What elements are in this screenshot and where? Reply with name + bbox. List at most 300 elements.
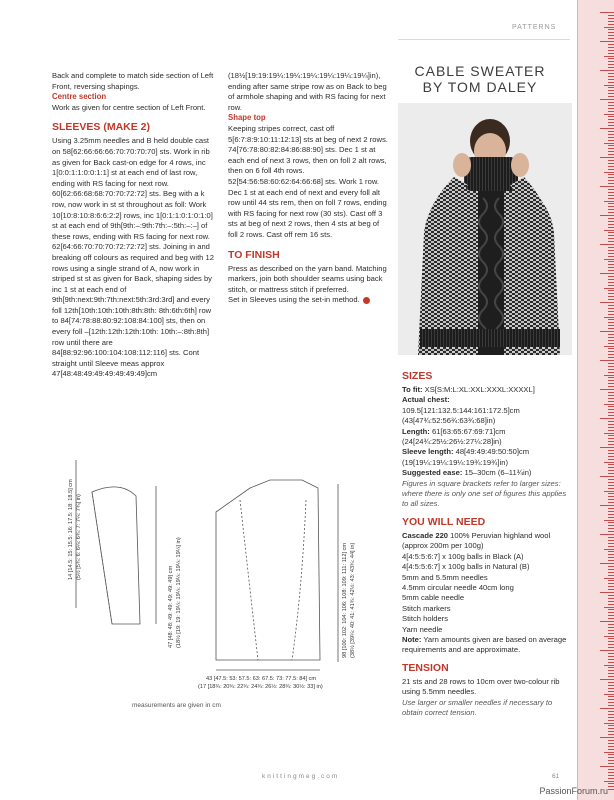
sleeve-length-label-in: (18½ [19: 19: 19¼: 19¼: 19¼: 19¼: 19¼] in)	[176, 537, 182, 648]
ruler-tick	[608, 334, 614, 335]
intro-text: Back and complete to match side section of Left Front, reversing shapings.	[52, 71, 214, 91]
centre-section-text: Work as given for centre section of Left Front.	[52, 102, 206, 112]
ruler-tick	[608, 641, 614, 642]
ruler-tick	[608, 134, 614, 135]
ruler-tick	[608, 140, 614, 141]
ruler-tick	[608, 783, 614, 784]
ruler-tick	[608, 264, 614, 265]
ruler-tick	[608, 740, 614, 741]
sleeve-length-line: Sleeve length: 48[49:49:49:50:50]cm (19[19¼:19¼:19¼:19¾:19¾]in)	[402, 447, 530, 467]
ruler-tick	[608, 305, 614, 306]
ruler-tick	[608, 93, 614, 94]
sleeve-length-label: 47 [48: 48: 49: 49: 49: 49: 49] cm	[168, 565, 174, 648]
schematic-diagram	[40, 440, 390, 730]
ruler-tick	[600, 563, 614, 564]
ruler-tick	[608, 540, 614, 541]
ruler-tick	[608, 633, 614, 634]
ruler-tick	[608, 183, 614, 184]
ruler-tick	[608, 653, 614, 654]
ruler-tick	[608, 221, 614, 222]
ruler-tick	[608, 325, 614, 326]
ruler-tick	[608, 218, 614, 219]
ruler-tick	[608, 241, 614, 242]
need-item: Stitch markers	[402, 603, 451, 613]
you-will-need-heading: YOU WILL NEED	[402, 515, 486, 528]
ruler-tick	[608, 285, 614, 286]
ruler-tick	[600, 766, 614, 767]
ruler-tick	[608, 177, 614, 178]
ruler-tick	[608, 656, 614, 657]
ruler-tick	[608, 572, 614, 573]
ruler-tick	[608, 444, 614, 445]
ruler-tick	[608, 647, 614, 648]
ruler-tick	[608, 430, 614, 431]
shape-top-text: Keeping stripes correct, cast off 5[6:7:8:9:10:11:12:13] sts at beg of next 2 rows. 74[76:78:80:82:84:86:88:90] sts. Dec 1 st at each end of next 3 rows, then on foll 2 alt rows, then on 6 foll 4th rows. 52[54:56:58:60:62:64:66:68] sts. Work 1 row. Dec 1 st at each end of next and every foll alt row until 44 sts rem, then on foll 7 rows, ending with RS facing for next row (30 sts). Cast off 3 sts at beg of next 2 rows, then 4 sts at beg of foll 2 rows. Cast off rem 16 sts.	[228, 123, 388, 239]
ruler-tick	[600, 41, 614, 42]
ruler-tick	[608, 180, 614, 181]
ruler-tick	[608, 166, 614, 167]
ruler-tick	[608, 53, 614, 54]
ruler-tick	[608, 163, 614, 164]
ruler-tick	[604, 578, 614, 579]
ruler-tick	[608, 160, 614, 161]
ruler-tick	[608, 789, 614, 790]
ruler-tick	[600, 476, 614, 477]
ruler-tick	[608, 627, 614, 628]
ruler-tick	[608, 395, 614, 396]
ruler-tick	[608, 624, 614, 625]
ruler-tick	[600, 447, 614, 448]
ruler-tick	[608, 464, 614, 465]
ruler-tick	[600, 99, 614, 100]
ruler-tick	[608, 372, 614, 373]
ruler-tick	[608, 456, 614, 457]
ruler-tick	[608, 137, 614, 138]
ruler-tick	[608, 546, 614, 547]
ruler-tick	[608, 676, 614, 677]
ruler-tick	[608, 276, 614, 277]
ruler-tick	[604, 433, 614, 434]
ruler-tick	[608, 424, 614, 425]
ruler-tick	[604, 462, 614, 463]
ruler-tick	[608, 64, 614, 65]
ruler-tick	[608, 247, 614, 248]
ruler-tick	[608, 212, 614, 213]
ruler-tick	[600, 331, 614, 332]
model-photo	[398, 103, 572, 355]
ruler-tick	[608, 488, 614, 489]
pattern-title	[404, 63, 556, 96]
ruler-tick	[608, 467, 614, 468]
ruler-tick	[608, 725, 614, 726]
ruler-tick	[608, 496, 614, 497]
ruler-tick	[608, 601, 614, 602]
ruler-tick	[608, 557, 614, 558]
ruler-tick	[608, 73, 614, 74]
ruler-tick	[604, 201, 614, 202]
ruler-tick	[608, 409, 614, 410]
ruler-tick	[608, 253, 614, 254]
ruler-tick	[604, 723, 614, 724]
ruler-tick	[608, 537, 614, 538]
ruler-tick	[608, 508, 614, 509]
ruler-tick	[608, 29, 614, 30]
ruler-tick	[608, 696, 614, 697]
ruler-tick	[608, 198, 614, 199]
need-item: 5mm and 5.5mm needles	[402, 572, 488, 582]
ruler-tick	[608, 328, 614, 329]
ruler-tick	[608, 473, 614, 474]
measuring-ruler	[577, 0, 614, 800]
ruler-tick	[608, 728, 614, 729]
ruler-tick	[608, 96, 614, 97]
ruler-tick	[608, 589, 614, 590]
ruler-tick	[608, 406, 614, 407]
ruler-tick	[608, 699, 614, 700]
body-length-label-in: (38½ [39¼: 40: 41: 41¾: 42½: 43: 43¾: 44] in)	[350, 542, 356, 658]
ruler-tick	[608, 749, 614, 750]
ruler-tick	[608, 24, 614, 25]
ruler-tick	[608, 717, 614, 718]
ruler-tick	[608, 50, 614, 51]
ruler-tick	[604, 27, 614, 28]
ruler-tick	[604, 172, 614, 173]
ruler-tick	[608, 261, 614, 262]
ruler-tick	[604, 520, 614, 521]
ruler-tick	[608, 380, 614, 381]
ruler-tick	[608, 154, 614, 155]
title-line-1: CABLE SWEATER	[414, 63, 546, 79]
ruler-tick	[608, 189, 614, 190]
ruler-tick	[608, 227, 614, 228]
ruler-tick	[608, 662, 614, 663]
ruler-tick	[604, 230, 614, 231]
ruler-tick	[608, 714, 614, 715]
ruler-tick	[600, 244, 614, 245]
ruler-tick	[608, 392, 614, 393]
ruler-tick	[604, 85, 614, 86]
ruler-tick	[608, 47, 614, 48]
ruler-tick	[608, 90, 614, 91]
ruler-tick	[608, 659, 614, 660]
ruler-tick	[600, 708, 614, 709]
ruler-tick	[608, 688, 614, 689]
ruler-tick	[600, 621, 614, 622]
ruler-tick	[608, 435, 614, 436]
ruler-tick	[608, 514, 614, 515]
ruler-tick	[608, 427, 614, 428]
sleeve-continued-text: (18½[19:19:19¼:19¼:19¼:19¼:19¼:19¼]in), ending after same stripe row as on Back to beg of armhole shaping and with RS facing for next row.	[228, 71, 387, 112]
ruler-tick	[608, 232, 614, 233]
ruler-tick	[608, 566, 614, 567]
ruler-tick	[608, 290, 614, 291]
need-note: Note: Yarn amounts given are based on average requirements and are approximate.	[402, 634, 567, 655]
ruler-tick	[608, 746, 614, 747]
ruler-tick	[608, 778, 614, 779]
tension-note: Use larger or smaller needles if necessary to obtain correct tension.	[402, 697, 553, 717]
ruler-tick	[608, 67, 614, 68]
ruler-tick	[608, 667, 614, 668]
page-number: 61	[552, 773, 560, 780]
ruler-tick	[604, 607, 614, 608]
ruler-tick	[608, 319, 614, 320]
yarn-line: Cascade 220 100% Peruvian highland wool (approx 200m per 100g)	[402, 530, 551, 551]
ruler-tick	[608, 485, 614, 486]
column-middle	[228, 71, 388, 306]
ruler-tick	[608, 125, 614, 126]
measurements-note: measurements are given in cm	[132, 702, 221, 709]
ruler-tick	[600, 157, 614, 158]
ruler-tick	[608, 580, 614, 581]
need-item: 4[4:5:5:6:7] x 100g balls in Natural (B)	[402, 562, 530, 572]
ruler-tick	[608, 702, 614, 703]
ruler-tick	[608, 398, 614, 399]
tension-heading: TENSION	[402, 661, 449, 674]
ruler-tick	[608, 293, 614, 294]
ruler-tick	[604, 781, 614, 782]
ruler-tick	[608, 438, 614, 439]
ruler-tick	[608, 116, 614, 117]
ruler-tick	[608, 343, 614, 344]
ruler-tick	[608, 517, 614, 518]
ruler-tick	[608, 528, 614, 529]
sleeve-top-label: 14 [14.5: 15: 15.5: 16: 17.5: 18: 18.5] cm	[68, 479, 74, 580]
ruler-tick	[608, 754, 614, 755]
centre-section-heading: Centre section	[52, 92, 107, 102]
ruler-tick	[608, 595, 614, 596]
ruler-tick	[608, 235, 614, 236]
column-left	[52, 71, 214, 380]
ruler-tick	[608, 296, 614, 297]
ruler-tick	[608, 551, 614, 552]
ruler-tick	[608, 609, 614, 610]
ruler-tick	[608, 682, 614, 683]
ruler-tick	[608, 282, 614, 283]
ruler-tick	[608, 369, 614, 370]
need-item: 4[4:5:5:6:7] x 100g balls in Black (A)	[402, 551, 524, 561]
shape-top-heading: Shape top	[228, 113, 266, 123]
ruler-tick	[608, 763, 614, 764]
ruler-tick	[608, 459, 614, 460]
ruler-tick	[608, 734, 614, 735]
ruler-tick	[608, 598, 614, 599]
ruler-tick	[608, 366, 614, 367]
ruler-tick	[608, 18, 614, 19]
ruler-tick	[608, 604, 614, 605]
ruler-tick	[608, 314, 614, 315]
ruler-tick	[608, 299, 614, 300]
ruler-tick	[608, 615, 614, 616]
ruler-tick	[600, 128, 614, 129]
body-length-label: 98 [100: 102: 104: 106: 108: 109: 111: 112] cm	[342, 542, 348, 658]
ruler-tick	[608, 267, 614, 268]
column-right	[402, 364, 570, 718]
ruler-tick	[608, 691, 614, 692]
ruler-tick	[608, 560, 614, 561]
ruler-tick	[604, 259, 614, 260]
ruler-tick	[608, 493, 614, 494]
ruler-tick	[608, 670, 614, 671]
ruler-tick	[604, 56, 614, 57]
ruler-tick	[608, 250, 614, 251]
finish-text-2: Set in Sleeves using the set-in method.	[228, 295, 388, 306]
ruler-tick	[608, 479, 614, 480]
ruler-tick	[608, 32, 614, 33]
model-illustration	[398, 103, 572, 355]
sleeve-top-label-in: (5½ [5¾: 6: 6¼: 6¾: 7: 7¼: 7¾] in)	[76, 494, 82, 580]
ruler-tick	[608, 35, 614, 36]
ruler-tick	[608, 87, 614, 88]
ruler-tick	[604, 491, 614, 492]
ruler-tick	[608, 401, 614, 402]
ruler-tick	[608, 151, 614, 152]
ruler-tick	[608, 337, 614, 338]
ruler-tick	[608, 775, 614, 776]
ruler-tick	[604, 404, 614, 405]
ruler-tick	[600, 273, 614, 274]
header-rule	[398, 39, 570, 40]
ruler-tick	[608, 685, 614, 686]
ruler-tick	[608, 206, 614, 207]
sleeve-schematic	[76, 460, 140, 624]
ruler-tick	[608, 308, 614, 309]
ruler-tick	[608, 224, 614, 225]
ruler-tick	[604, 114, 614, 115]
ruler-tick	[600, 389, 614, 390]
ruler-tick	[604, 346, 614, 347]
ruler-tick	[608, 499, 614, 500]
ruler-tick	[608, 743, 614, 744]
ruler-tick	[608, 351, 614, 352]
ruler-tick	[600, 302, 614, 303]
footer-url: knittingmeg.com	[262, 773, 340, 780]
ruler-tick	[608, 76, 614, 77]
ruler-tick	[608, 731, 614, 732]
ruler-tick	[608, 543, 614, 544]
sizes-heading: SIZES	[402, 370, 433, 382]
ruler-tick	[608, 450, 614, 451]
ease-line: Suggested ease: 15–30cm (6–11¾in)	[402, 468, 532, 478]
ruler-tick	[600, 186, 614, 187]
ruler-tick	[600, 592, 614, 593]
ruler-tick	[608, 630, 614, 631]
ruler-tick	[608, 583, 614, 584]
ruler-tick	[608, 383, 614, 384]
sleeves-heading: SLEEVES (MAKE 2)	[52, 121, 151, 134]
title-line-2: BY TOM DALEY	[422, 79, 538, 95]
ruler-tick	[608, 522, 614, 523]
ruler-tick	[608, 705, 614, 706]
ruler-tick	[608, 238, 614, 239]
ruler-tick	[608, 525, 614, 526]
ruler-tick	[608, 470, 614, 471]
need-item: Yarn needle	[402, 624, 443, 634]
ruler-tick	[600, 534, 614, 535]
ruler-tick	[608, 453, 614, 454]
ruler-tick	[600, 679, 614, 680]
ruler-tick	[608, 441, 614, 442]
ruler-tick	[604, 143, 614, 144]
ruler-tick	[608, 322, 614, 323]
ruler-tick	[608, 192, 614, 193]
section-tab: PATTERNS	[512, 24, 557, 31]
ruler-tick	[608, 102, 614, 103]
ruler-tick	[608, 421, 614, 422]
ruler-tick	[608, 569, 614, 570]
ruler-tick	[608, 575, 614, 576]
ruler-tick	[608, 21, 614, 22]
ruler-tick	[608, 760, 614, 761]
ruler-tick	[608, 502, 614, 503]
ruler-tick	[608, 44, 614, 45]
ruler-tick	[604, 694, 614, 695]
ruler-tick	[604, 288, 614, 289]
ruler-tick	[604, 375, 614, 376]
need-item: Stitch holders	[402, 614, 449, 624]
ruler-tick	[608, 105, 614, 106]
ruler-tick	[608, 270, 614, 271]
ruler-tick	[600, 737, 614, 738]
ruler-tick	[608, 174, 614, 175]
ruler-tick	[600, 505, 614, 506]
ruler-tick	[608, 554, 614, 555]
ruler-tick	[608, 195, 614, 196]
ruler-tick	[604, 636, 614, 637]
finish-text-1: Press as described on the yarn band. Matching markers, join both shoulder seams using back stitch, or mattress stitch if preferred.	[228, 263, 387, 294]
ruler-tick	[608, 145, 614, 146]
ruler-tick	[608, 348, 614, 349]
ruler-tick	[608, 482, 614, 483]
ruler-tick	[608, 38, 614, 39]
ruler-tick	[600, 12, 614, 13]
end-mark-icon	[363, 297, 370, 304]
ruler-tick	[608, 363, 614, 364]
ruler-tick	[608, 638, 614, 639]
ruler-tick	[608, 586, 614, 587]
ruler-tick	[600, 70, 614, 71]
body-schematic	[216, 480, 338, 670]
ruler-tick	[608, 122, 614, 123]
ruler-tick	[608, 757, 614, 758]
ruler-tick	[608, 256, 614, 257]
to-finish-heading: TO FINISH	[228, 248, 280, 261]
ruler-tick	[600, 418, 614, 419]
ruler-tick	[608, 58, 614, 59]
ruler-tick	[608, 786, 614, 787]
ruler-tick	[608, 711, 614, 712]
ruler-tick	[604, 665, 614, 666]
ruler-tick	[608, 15, 614, 16]
ruler-tick	[608, 357, 614, 358]
ruler-tick	[608, 108, 614, 109]
ruler-tick	[608, 772, 614, 773]
ruler-tick	[608, 148, 614, 149]
tension-text: 21 sts and 28 rows to 10cm over two-colour rib using 5.5mm needles.	[402, 676, 560, 697]
ruler-tick	[608, 111, 614, 112]
ruler-tick	[600, 360, 614, 361]
length-line: Length: 61[63:65:67:69:71]cm (24[24¾:25½:26½:27¼:28]in)	[402, 426, 506, 447]
need-item: 4.5mm circular needle 40cm long	[402, 582, 514, 592]
ruler-tick	[608, 79, 614, 80]
ruler-tick	[600, 650, 614, 651]
ruler-tick	[608, 131, 614, 132]
ruler-tick	[608, 511, 614, 512]
ruler-tick	[608, 203, 614, 204]
ruler-tick	[608, 531, 614, 532]
ruler-tick	[608, 612, 614, 613]
ruler-tick	[608, 412, 614, 413]
ruler-tick	[608, 415, 614, 416]
